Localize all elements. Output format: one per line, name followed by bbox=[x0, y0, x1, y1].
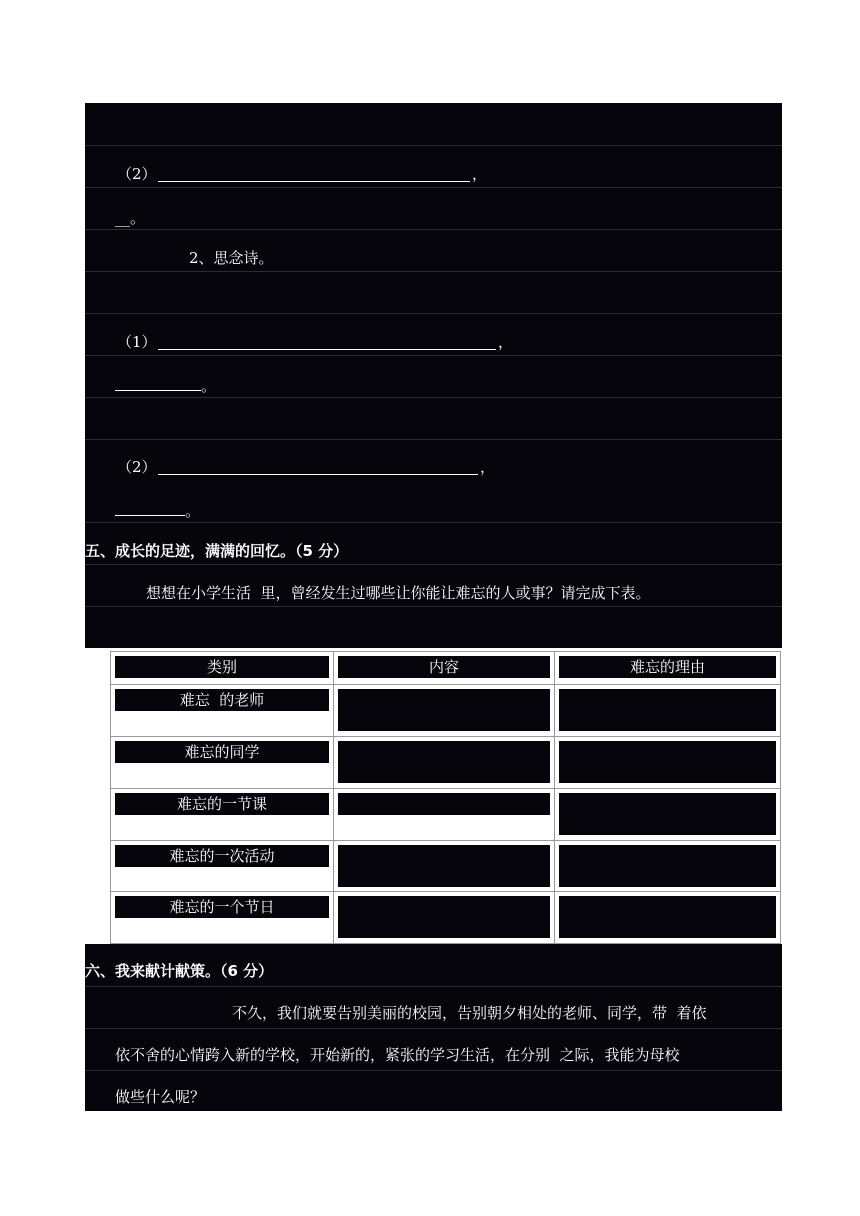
reason-cell[interactable] bbox=[555, 788, 781, 840]
table-row bbox=[111, 892, 781, 944]
answer-blank[interactable] bbox=[158, 181, 470, 182]
content-cell[interactable] bbox=[334, 892, 555, 944]
row-category: 难忘的一节课 bbox=[115, 793, 329, 815]
content-input[interactable] bbox=[338, 793, 550, 815]
answer-blank[interactable] bbox=[158, 349, 496, 350]
line-rule bbox=[85, 522, 782, 523]
header-reason: 难忘的理由 bbox=[559, 656, 776, 678]
reason-input[interactable] bbox=[559, 741, 776, 783]
memory-table bbox=[110, 651, 781, 944]
line-rule bbox=[85, 187, 782, 188]
table-header-cell bbox=[334, 652, 555, 685]
reason-input[interactable] bbox=[559, 689, 776, 731]
content-cell[interactable] bbox=[334, 737, 555, 789]
question-label: （1） bbox=[117, 333, 157, 351]
row-category: 难忘的一次活动 bbox=[115, 845, 329, 867]
content-cell[interactable] bbox=[334, 840, 555, 892]
reason-input[interactable] bbox=[559, 845, 776, 887]
question-comma: ， bbox=[498, 333, 514, 351]
line-rule bbox=[85, 271, 782, 272]
reason-input[interactable] bbox=[559, 793, 776, 835]
line-rule bbox=[85, 229, 782, 230]
content-input[interactable] bbox=[338, 689, 550, 731]
poem-heading: 2、思念诗。 bbox=[189, 249, 274, 267]
answer-tail: 。 bbox=[201, 377, 217, 395]
content-input[interactable] bbox=[338, 741, 550, 783]
content-cell[interactable] bbox=[334, 788, 555, 840]
content-input[interactable] bbox=[338, 896, 550, 938]
line-rule bbox=[85, 986, 782, 987]
line-rule bbox=[85, 145, 782, 146]
answer-tail: 。 bbox=[185, 502, 201, 520]
line-rule bbox=[85, 564, 782, 565]
line-rule bbox=[85, 397, 782, 398]
table-row bbox=[111, 737, 781, 789]
answer-blank[interactable] bbox=[115, 390, 201, 391]
section6-title: 六、我来献计献策。（6 分） bbox=[85, 962, 274, 980]
section6-para-line1: 不久，我们就要告别美丽的校园，告别朝夕相处的老师、同学，带 着依 bbox=[232, 1004, 707, 1022]
reason-cell[interactable] bbox=[555, 737, 781, 789]
line-rule bbox=[85, 439, 782, 440]
table-header-cell bbox=[555, 652, 781, 685]
content-cell[interactable] bbox=[334, 685, 555, 737]
line-rule bbox=[85, 313, 782, 314]
reason-cell[interactable] bbox=[555, 892, 781, 944]
line-rule bbox=[85, 606, 782, 607]
row-category: 难忘 的老师 bbox=[115, 689, 329, 711]
section5-title: 五、成长的足迹，满满的回忆。（5 分） bbox=[85, 542, 349, 560]
table-row bbox=[111, 788, 781, 840]
line-rule bbox=[85, 355, 782, 356]
table-row bbox=[111, 840, 781, 892]
table-header-cell bbox=[111, 652, 334, 685]
content-input[interactable] bbox=[338, 845, 550, 887]
question-label: （2） bbox=[117, 458, 157, 476]
header-category: 类别 bbox=[115, 656, 329, 678]
header-content: 内容 bbox=[338, 656, 550, 678]
question-label: （2） bbox=[117, 165, 157, 183]
section6-para-line3: 做些什么呢？ bbox=[115, 1088, 206, 1106]
answer-blank[interactable] bbox=[158, 474, 478, 475]
row-category: 难忘的同学 bbox=[115, 741, 329, 763]
row-category: 难忘的一个节日 bbox=[115, 896, 329, 918]
reason-cell[interactable] bbox=[555, 840, 781, 892]
answer-tail: __。 bbox=[115, 209, 146, 227]
answer-blank[interactable] bbox=[115, 515, 185, 516]
section6-para-line2: 依不舍的心情跨入新的学校，开始新的，紧张的学习生活，在分别 之际，我能为母校 bbox=[115, 1046, 680, 1064]
upper-band bbox=[85, 103, 782, 648]
line-rule bbox=[85, 1070, 782, 1071]
table-row bbox=[111, 685, 781, 737]
section5-prompt: 想想在小学生活 里，曾经发生过哪些让你能让难忘的人或事？请完成下表。 bbox=[146, 584, 651, 602]
reason-cell[interactable] bbox=[555, 685, 781, 737]
line-rule bbox=[85, 1028, 782, 1029]
reason-input[interactable] bbox=[559, 896, 776, 938]
question-comma: ， bbox=[480, 458, 496, 476]
question-comma: ， bbox=[472, 165, 488, 183]
